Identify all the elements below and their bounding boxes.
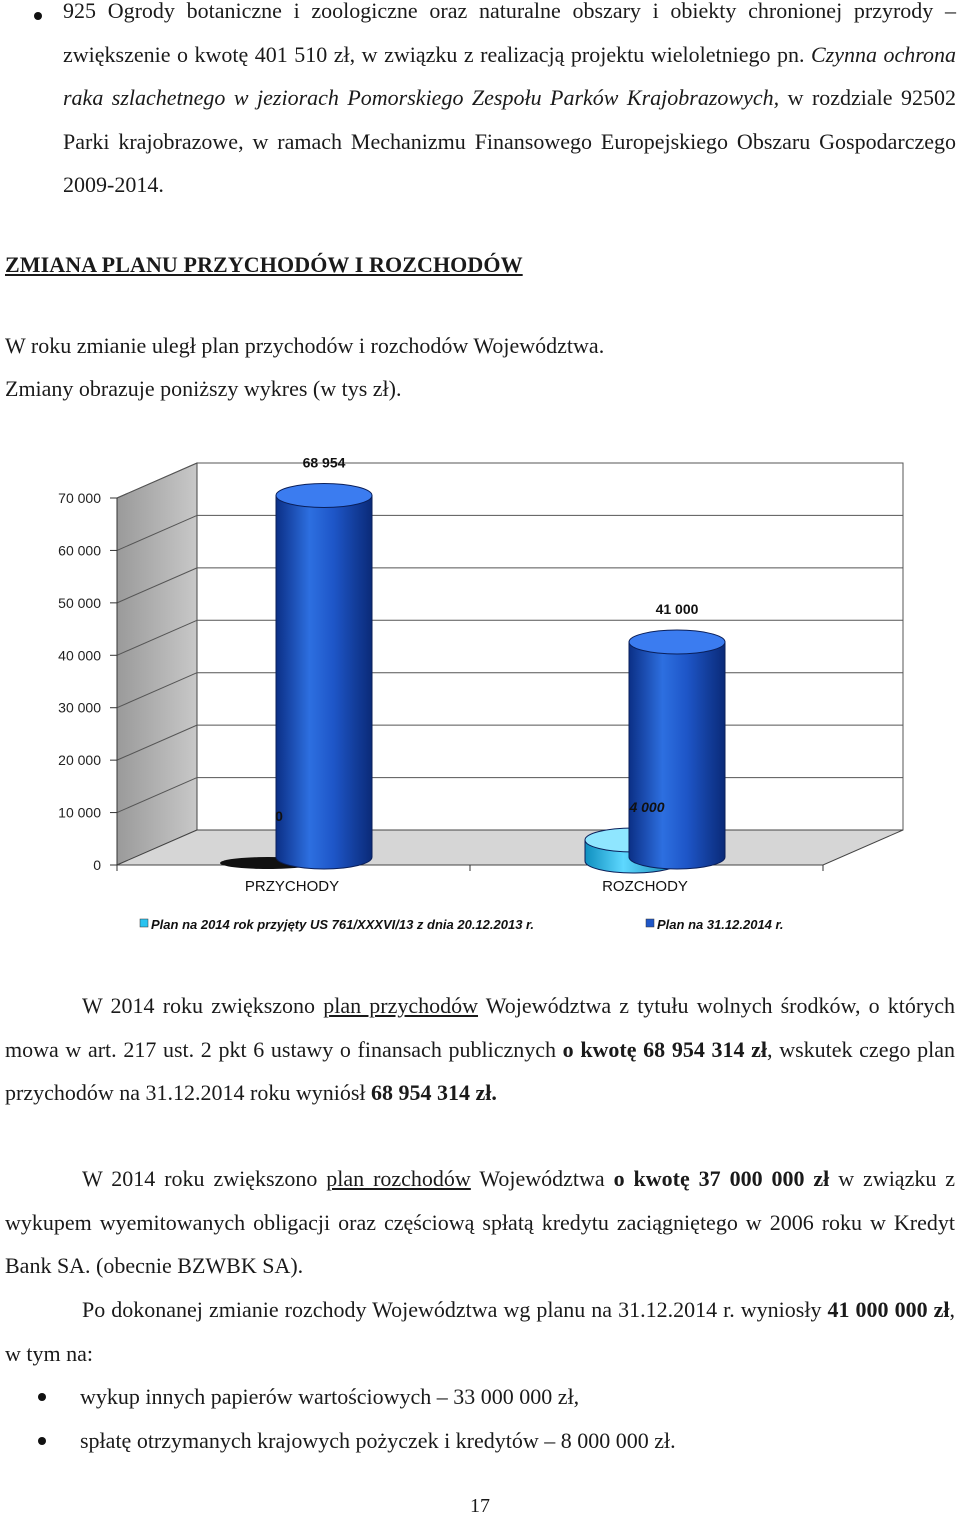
- bar-rozchody-series-2: [629, 630, 725, 869]
- x-tick-label: PRZYCHODY: [244, 878, 340, 895]
- para2-text-a: W 2014 roku zwiększono: [82, 1166, 318, 1191]
- bar-top: [276, 483, 372, 507]
- legend-swatch: [646, 919, 654, 927]
- para1-text-c: , wskutek czego plan przychodów na 31.12.2014 roku wyniósł: [5, 1036, 955, 1105]
- para3-text-a: Po dokonanej zmianie rozchody Województwa wg planu na 31.12.2014 r. wyniosły: [82, 1297, 822, 1322]
- bar-body: [276, 495, 372, 869]
- para2-text-c: w związku z wykupem wyemitowanych obligacji oraz częściową spłatą kredytu zaciągniętego w 2006 roku w Kredyt Bank SA. (obecnie BZWBK SA).: [5, 1166, 956, 1278]
- chart-legend: [140, 917, 783, 932]
- intro-code: 925: [63, 0, 96, 23]
- y-axis: [58, 490, 117, 873]
- link-plan-przychodow[interactable]: plan przychodów: [323, 993, 479, 1018]
- paragraph-summary: [5, 1288, 955, 1375]
- section-title: ZMIANA PLANU PRZYCHODÓW I ROZCHODÓW: [5, 252, 523, 277]
- bullet-icon: [34, 12, 42, 20]
- section-intro-1: W roku zmianie uległ plan przychodów i rozchodów Województwa.: [5, 333, 605, 358]
- bar-chart: [0, 415, 960, 955]
- para2-amount: o kwotę 37 000 000 zł: [613, 1166, 830, 1191]
- y-tick-label: 20 000: [58, 752, 101, 769]
- y-tick-label: 60 000: [58, 542, 101, 559]
- intro-text-end: w rozdziale 92502 Parki krajobrazowe, w ramach Mechanizmu Finansowego Europejskiego Obszaru Gospodarczego 2009-2014.: [63, 85, 957, 197]
- data-label: 0: [275, 808, 283, 824]
- y-tick-label: 10 000: [58, 804, 101, 821]
- bar-top: [629, 630, 725, 654]
- data-label: 41 000: [655, 601, 699, 618]
- para1-total: 68 954 314 zł.: [371, 1080, 497, 1105]
- para3-text-b: , w tym na:: [5, 1297, 956, 1366]
- intro-text: Ogrody botaniczne i zoologiczne oraz naturalne obszary i obiekty chronionej przyrody – zwiększenie o kwotę 401 510 zł, w związku z realizacją projektu wieloletniego pn.: [63, 0, 957, 67]
- para3-amount: 41 000 000 zł: [827, 1297, 950, 1322]
- y-tick-label: 30 000: [58, 699, 101, 716]
- bullet-icon: [38, 1393, 46, 1401]
- y-tick-label: 70 000: [58, 490, 101, 506]
- paragraph-rozchody: [5, 1157, 955, 1288]
- section-intro-2: Zmiany obrazuje poniższy wykres (w tys zł).: [5, 376, 402, 401]
- paragraph-przychody: [5, 984, 955, 1115]
- legend-label: Plan na 2014 rok przyjęty US 761/XXXVI/13 z dnia 20.12.2013 r.: [151, 917, 534, 932]
- page-number: 17: [470, 1495, 490, 1517]
- bullet-item-2: spłatę otrzymanych krajowych pożyczek i kredytów – 8 000 000 zł.: [80, 1428, 676, 1453]
- x-axis: [117, 865, 823, 895]
- para2-text-b: Województwa: [479, 1166, 605, 1191]
- intro-item: [63, 0, 956, 207]
- para1-text-b: Województwa z tytułu wolnych środków, o których mowa w art. 217 ust. 2 pkt 6 ustawy o finansach publicznych: [5, 993, 956, 1062]
- bar-przychody-series-2: [276, 483, 372, 869]
- link-plan-rozchodow[interactable]: plan rozchodów: [326, 1166, 471, 1191]
- y-tick-label: 0: [93, 857, 101, 873]
- data-label: 68 954: [302, 454, 346, 471]
- y-tick-label: 50 000: [58, 594, 101, 611]
- x-tick-label: ROZCHODY: [602, 878, 688, 895]
- bar-body: [629, 642, 725, 869]
- intro-project-name: Czynna ochrona raka szlachetnego w jeziorach Pomorskiego Zespołu Parków Krajobrazowych,: [63, 41, 956, 110]
- legend-label: Plan na 31.12.2014 r.: [657, 917, 784, 932]
- para1-text-a: W 2014 roku zwiększono: [82, 993, 316, 1018]
- bullet-icon: [38, 1437, 46, 1445]
- legend-swatch: [140, 919, 148, 927]
- chart-side-wall: [117, 463, 197, 865]
- bullet-item-1: wykup innych papierów wartościowych – 33 000 000 zł,: [80, 1384, 580, 1409]
- data-label: 4 000: [629, 799, 665, 816]
- para1-amount: o kwotę 68 954 314 zł: [562, 1036, 768, 1062]
- y-tick-label: 40 000: [58, 647, 101, 664]
